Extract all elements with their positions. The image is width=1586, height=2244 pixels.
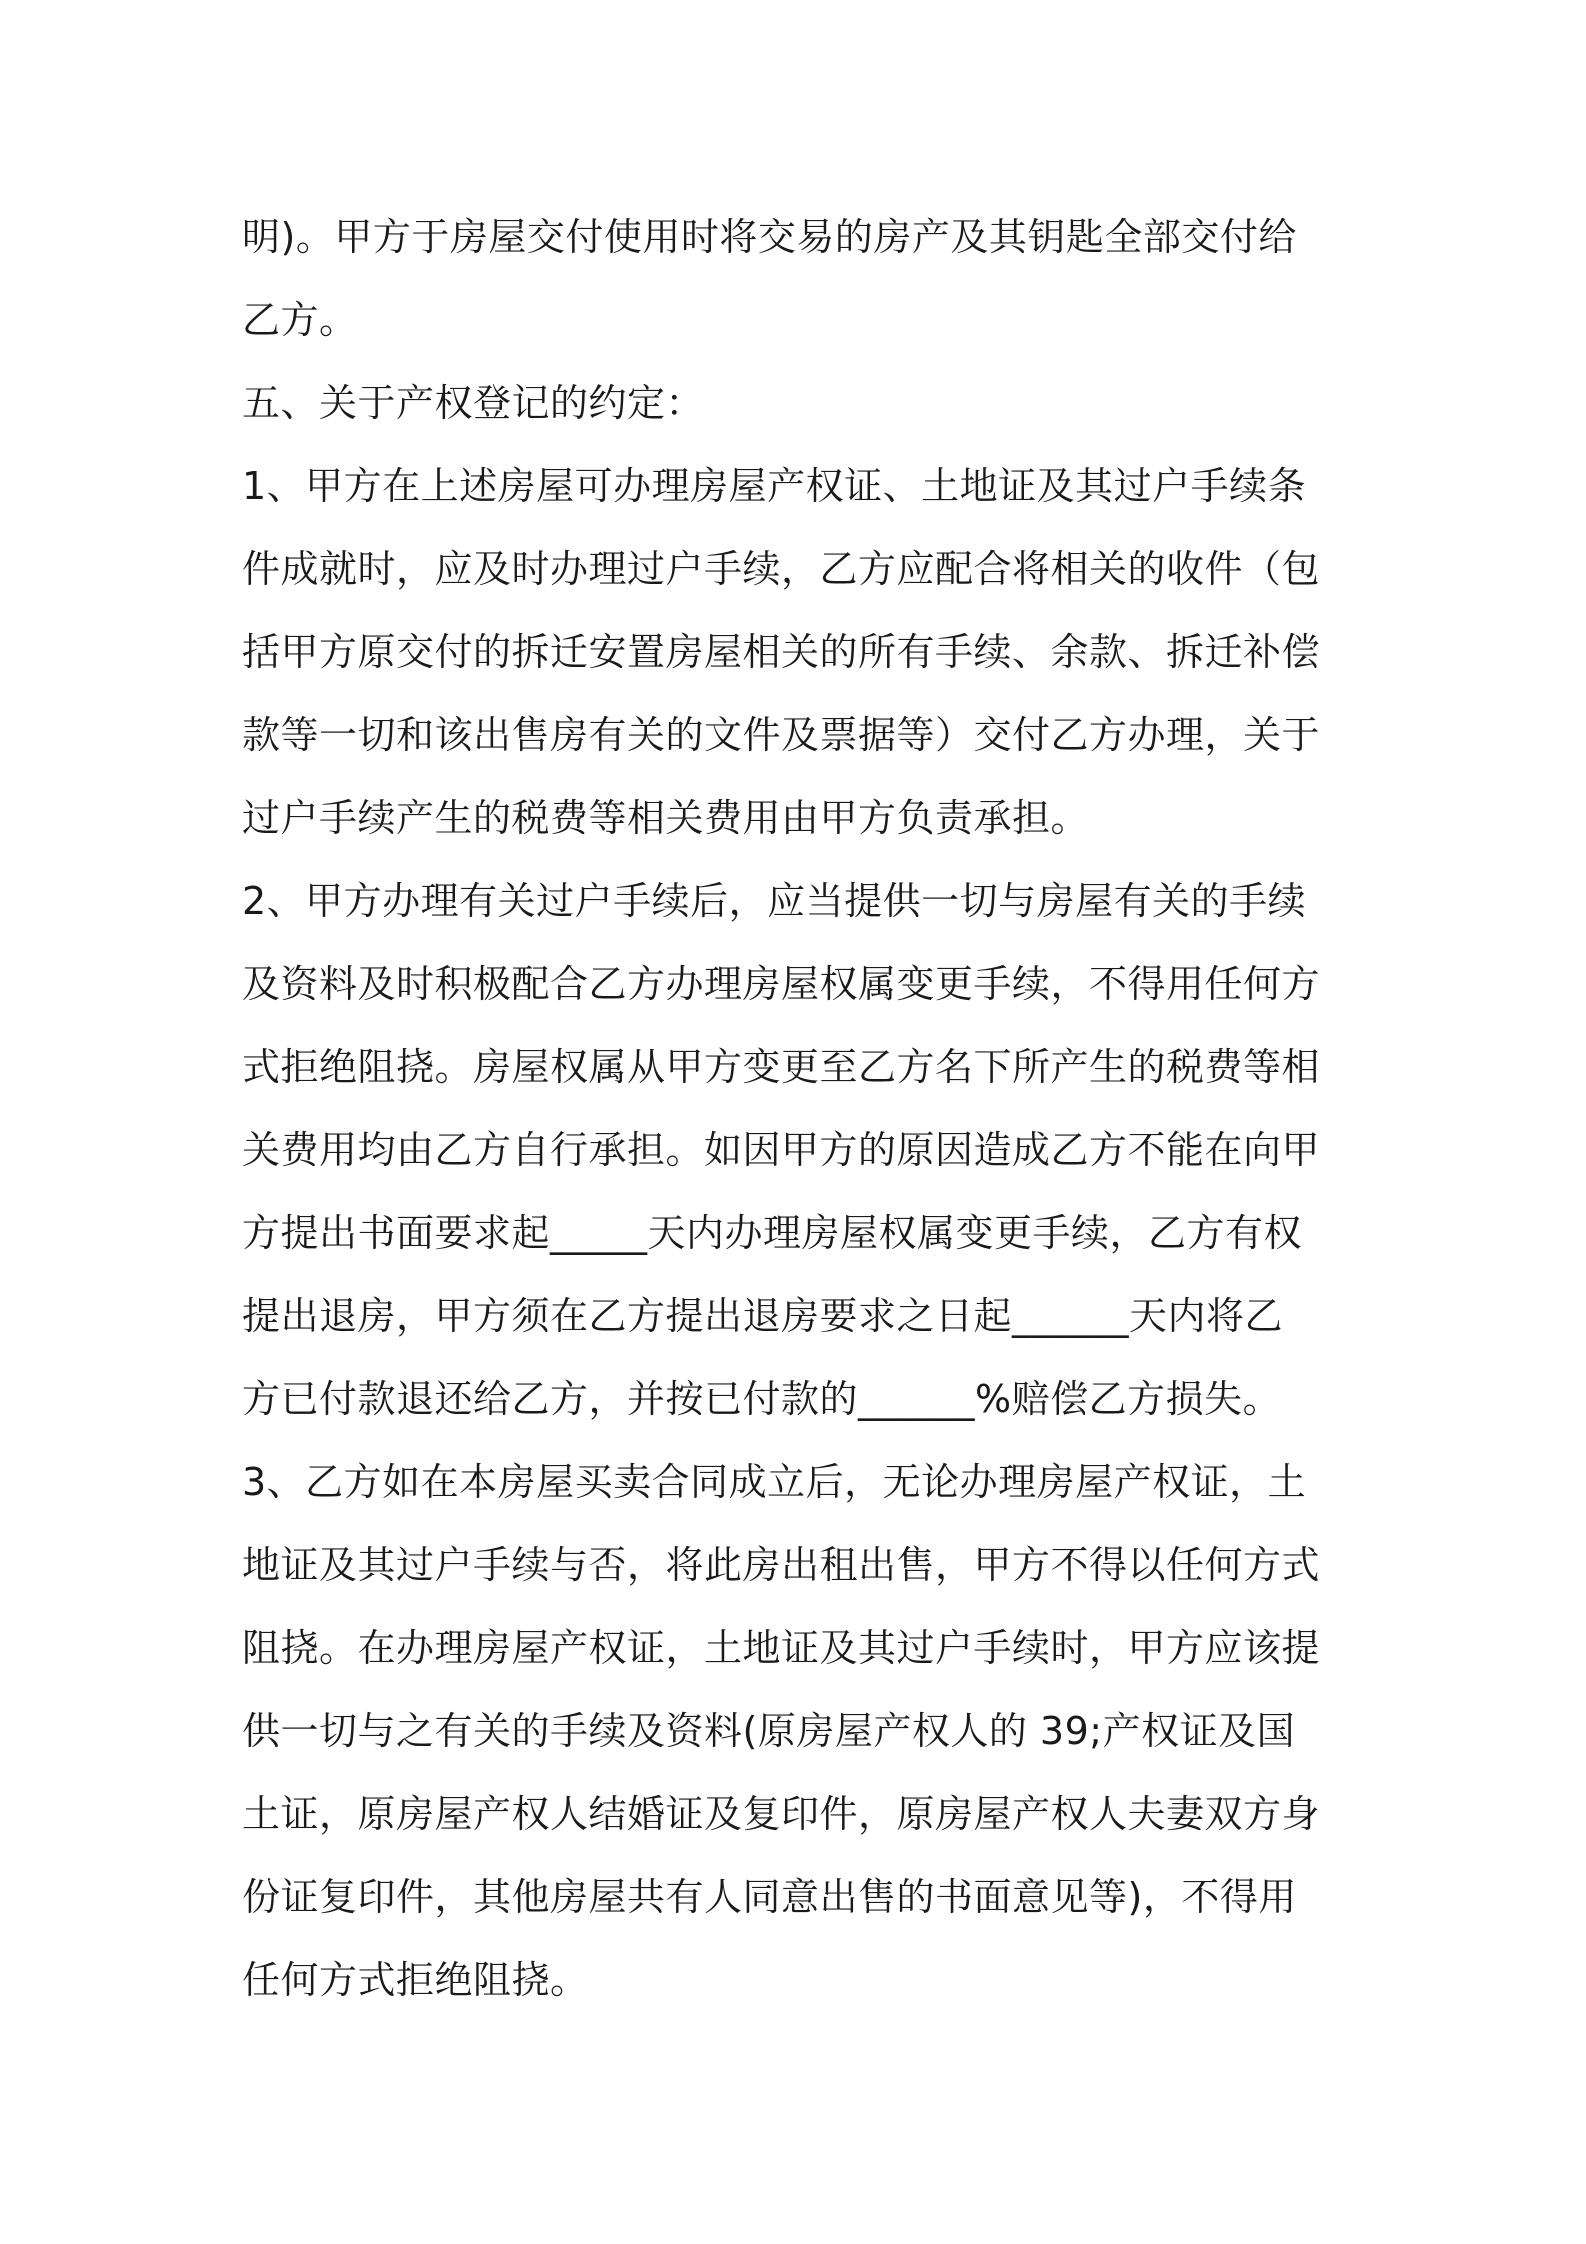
text-line: 地证及其过户手续与否，将此房出租出售，甲方不得以任何方式	[242, 1543, 1321, 1587]
section-heading-property-registration	[242, 362, 1352, 445]
text-line: 2、甲方办理有关过户手续后，应当提供一切与房屋有关的手续	[242, 879, 1307, 923]
text-line: 土证，原房屋产权人结婚证及复印件，原房屋产权人夫妻双方身	[242, 1792, 1321, 1836]
text-line: 任何方式拒绝阻挠。	[242, 1958, 589, 2002]
text-line: 过户手续产生的税费等相关费用由甲方负责承担。	[242, 796, 1090, 840]
text-line: 关费用均由乙方自行承担。如因甲方的原因造成乙方不能在向甲	[242, 1128, 1321, 1172]
text-line: 1、甲方在上述房屋可办理房屋产权证、土地证及其过户手续条	[242, 464, 1307, 508]
text-line: 方提出书面要求起_____天内办理房屋权属变更手续，乙方有权	[242, 1211, 1303, 1255]
text-line: 3、乙方如在本房屋买卖合同成立后，无论办理房屋产权证，土	[242, 1460, 1307, 1504]
text-line: 份证复印件，其他房屋共有人同意出售的书面意见等)，不得用	[242, 1875, 1297, 1919]
text-line: 提出退房，甲方须在乙方提出退房要求之日起______天内将乙	[242, 1294, 1284, 1338]
clause-1	[242, 445, 1352, 860]
text-line: 方已付款退还给乙方，并按已付款的______%赔偿乙方损失。	[242, 1377, 1282, 1421]
text-line: 明)。甲方于房屋交付使用时将交易的房产及其钥匙全部交付给	[242, 215, 1297, 259]
clause-3	[242, 1441, 1352, 2022]
clause-2	[242, 860, 1352, 1441]
text-line: 乙方。	[242, 298, 358, 342]
text-line: 及资料及时积极配合乙方办理房屋权属变更手续，不得用任何方	[242, 962, 1321, 1006]
text-line: 括甲方原交付的拆迁安置房屋相关的所有手续、余款、拆迁补偿	[242, 630, 1321, 674]
section-heading: 五、关于产权登记的约定：	[242, 381, 705, 425]
document-body	[242, 196, 1352, 2022]
text-line: 阻挠。在办理房屋产权证，土地证及其过户手续时，甲方应该提	[242, 1626, 1321, 1670]
text-line: 供一切与之有关的手续及资料(原房屋产权人的 39;产权证及国	[242, 1709, 1296, 1753]
text-line: 款等一切和该出售房有关的文件及票据等）交付乙方办理，关于	[242, 713, 1321, 757]
text-line: 件成就时，应及时办理过户手续，乙方应配合将相关的收件（包	[242, 547, 1321, 591]
text-line: 式拒绝阻挠。房屋权属从甲方变更至乙方名下所产生的税费等相	[242, 1045, 1321, 1089]
paragraph-delivery-continuation	[242, 196, 1352, 362]
